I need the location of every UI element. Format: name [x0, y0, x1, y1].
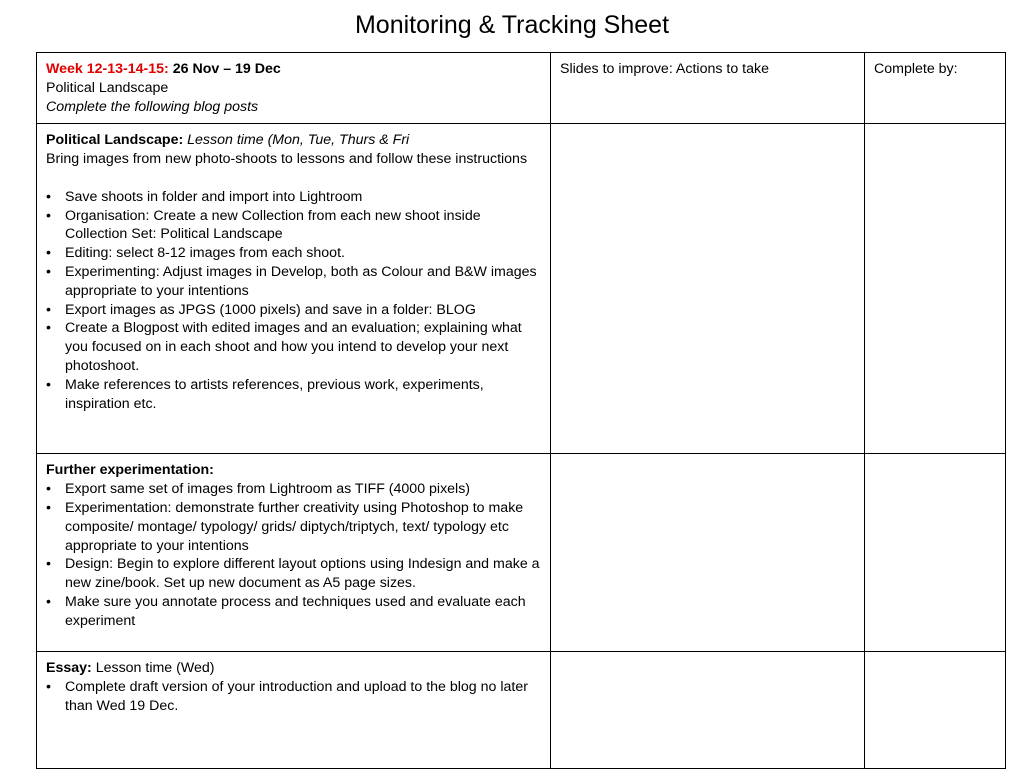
further-row: [37, 454, 1006, 652]
essay-heading-line: [46, 659, 541, 678]
political-lesson-time: Lesson time (Mon, Tue, Thurs & Fri: [183, 132, 410, 149]
political-row: [37, 124, 1006, 454]
political-actions-cell: [551, 124, 865, 454]
political-heading: Political Landscape:: [46, 132, 184, 149]
essay-list: [46, 678, 541, 716]
week-dates: 26 Nov – 19 Dec: [168, 61, 281, 77]
week-line: [46, 60, 541, 79]
essay-complete-cell: [865, 652, 1006, 769]
header-cell-complete-by: Complete by:: [865, 53, 1006, 124]
list-item: • Experimenting: Adjust images in Develop, both as Colour and B&W images appropriate to your intentions: [46, 263, 541, 301]
political-intro: Bring images from new photo-shoots to lessons and follow these instructions: [46, 151, 528, 168]
topic-label: Political Landscape: [46, 79, 169, 96]
instruction-label: Complete the following blog posts: [46, 98, 259, 115]
list-item: • Save shoots in folder and import into Lightroom: [46, 188, 541, 207]
list-item: • Make sure you annotate process and techniques used and evaluate each experiment: [46, 593, 541, 631]
further-actions-cell: [551, 454, 865, 652]
further-heading: Further experimentation:: [46, 462, 214, 479]
page-title: Monitoring & Tracking Sheet: [354, 11, 670, 39]
list-item: • Organisation: Create a new Collection from each new shoot inside Collection Set: Political Landscape: [46, 207, 541, 245]
list-item: • Create a Blogpost with edited images and an evaluation; explaining what you focused on in each shoot and how you intend to develop your next photoshoot.: [46, 319, 541, 375]
tracking-table: [36, 52, 1006, 769]
header-cell-tasks: [37, 53, 551, 124]
header-cell-actions: Slides to improve: Actions to take: [551, 53, 865, 124]
essay-cell: [37, 652, 551, 769]
essay-heading: Essay:: [46, 660, 92, 677]
week-label: Week 12-13-14-15:: [46, 61, 169, 77]
essay-row: [37, 652, 1006, 769]
list-item: • Make references to artists references, previous work, experiments, inspiration etc.: [46, 376, 541, 414]
list-item: • Experimentation: demonstrate further creativity using Photoshop to make composite/ montage/ typology/ grids/ diptych/triptych, text/ typology etc appropriate to your intentions: [46, 499, 541, 555]
list-item: • Design: Begin to explore different layout options using Indesign and make a new zine/book. Set up new document as A5 page sizes.: [46, 555, 541, 593]
political-heading-line: [46, 131, 541, 150]
further-complete-cell: [865, 454, 1006, 652]
further-cell: [37, 454, 551, 652]
header-row: [37, 53, 1006, 124]
further-list: [46, 480, 541, 630]
political-complete-cell: [865, 124, 1006, 454]
list-item: • Export same set of images from Lightroom as TIFF (4000 pixels): [46, 480, 541, 499]
essay-lesson-time: Lesson time (Wed): [91, 660, 215, 677]
political-list: [46, 188, 541, 414]
essay-actions-cell: [551, 652, 865, 769]
political-cell: [37, 124, 551, 454]
list-item: • Editing: select 8-12 images from each shoot.: [46, 244, 541, 263]
list-item: • Complete draft version of your introduction and upload to the blog no later than Wed 19 Dec.: [46, 678, 541, 716]
list-item: • Export images as JPGS (1000 pixels) and save in a folder: BLOG: [46, 301, 541, 320]
